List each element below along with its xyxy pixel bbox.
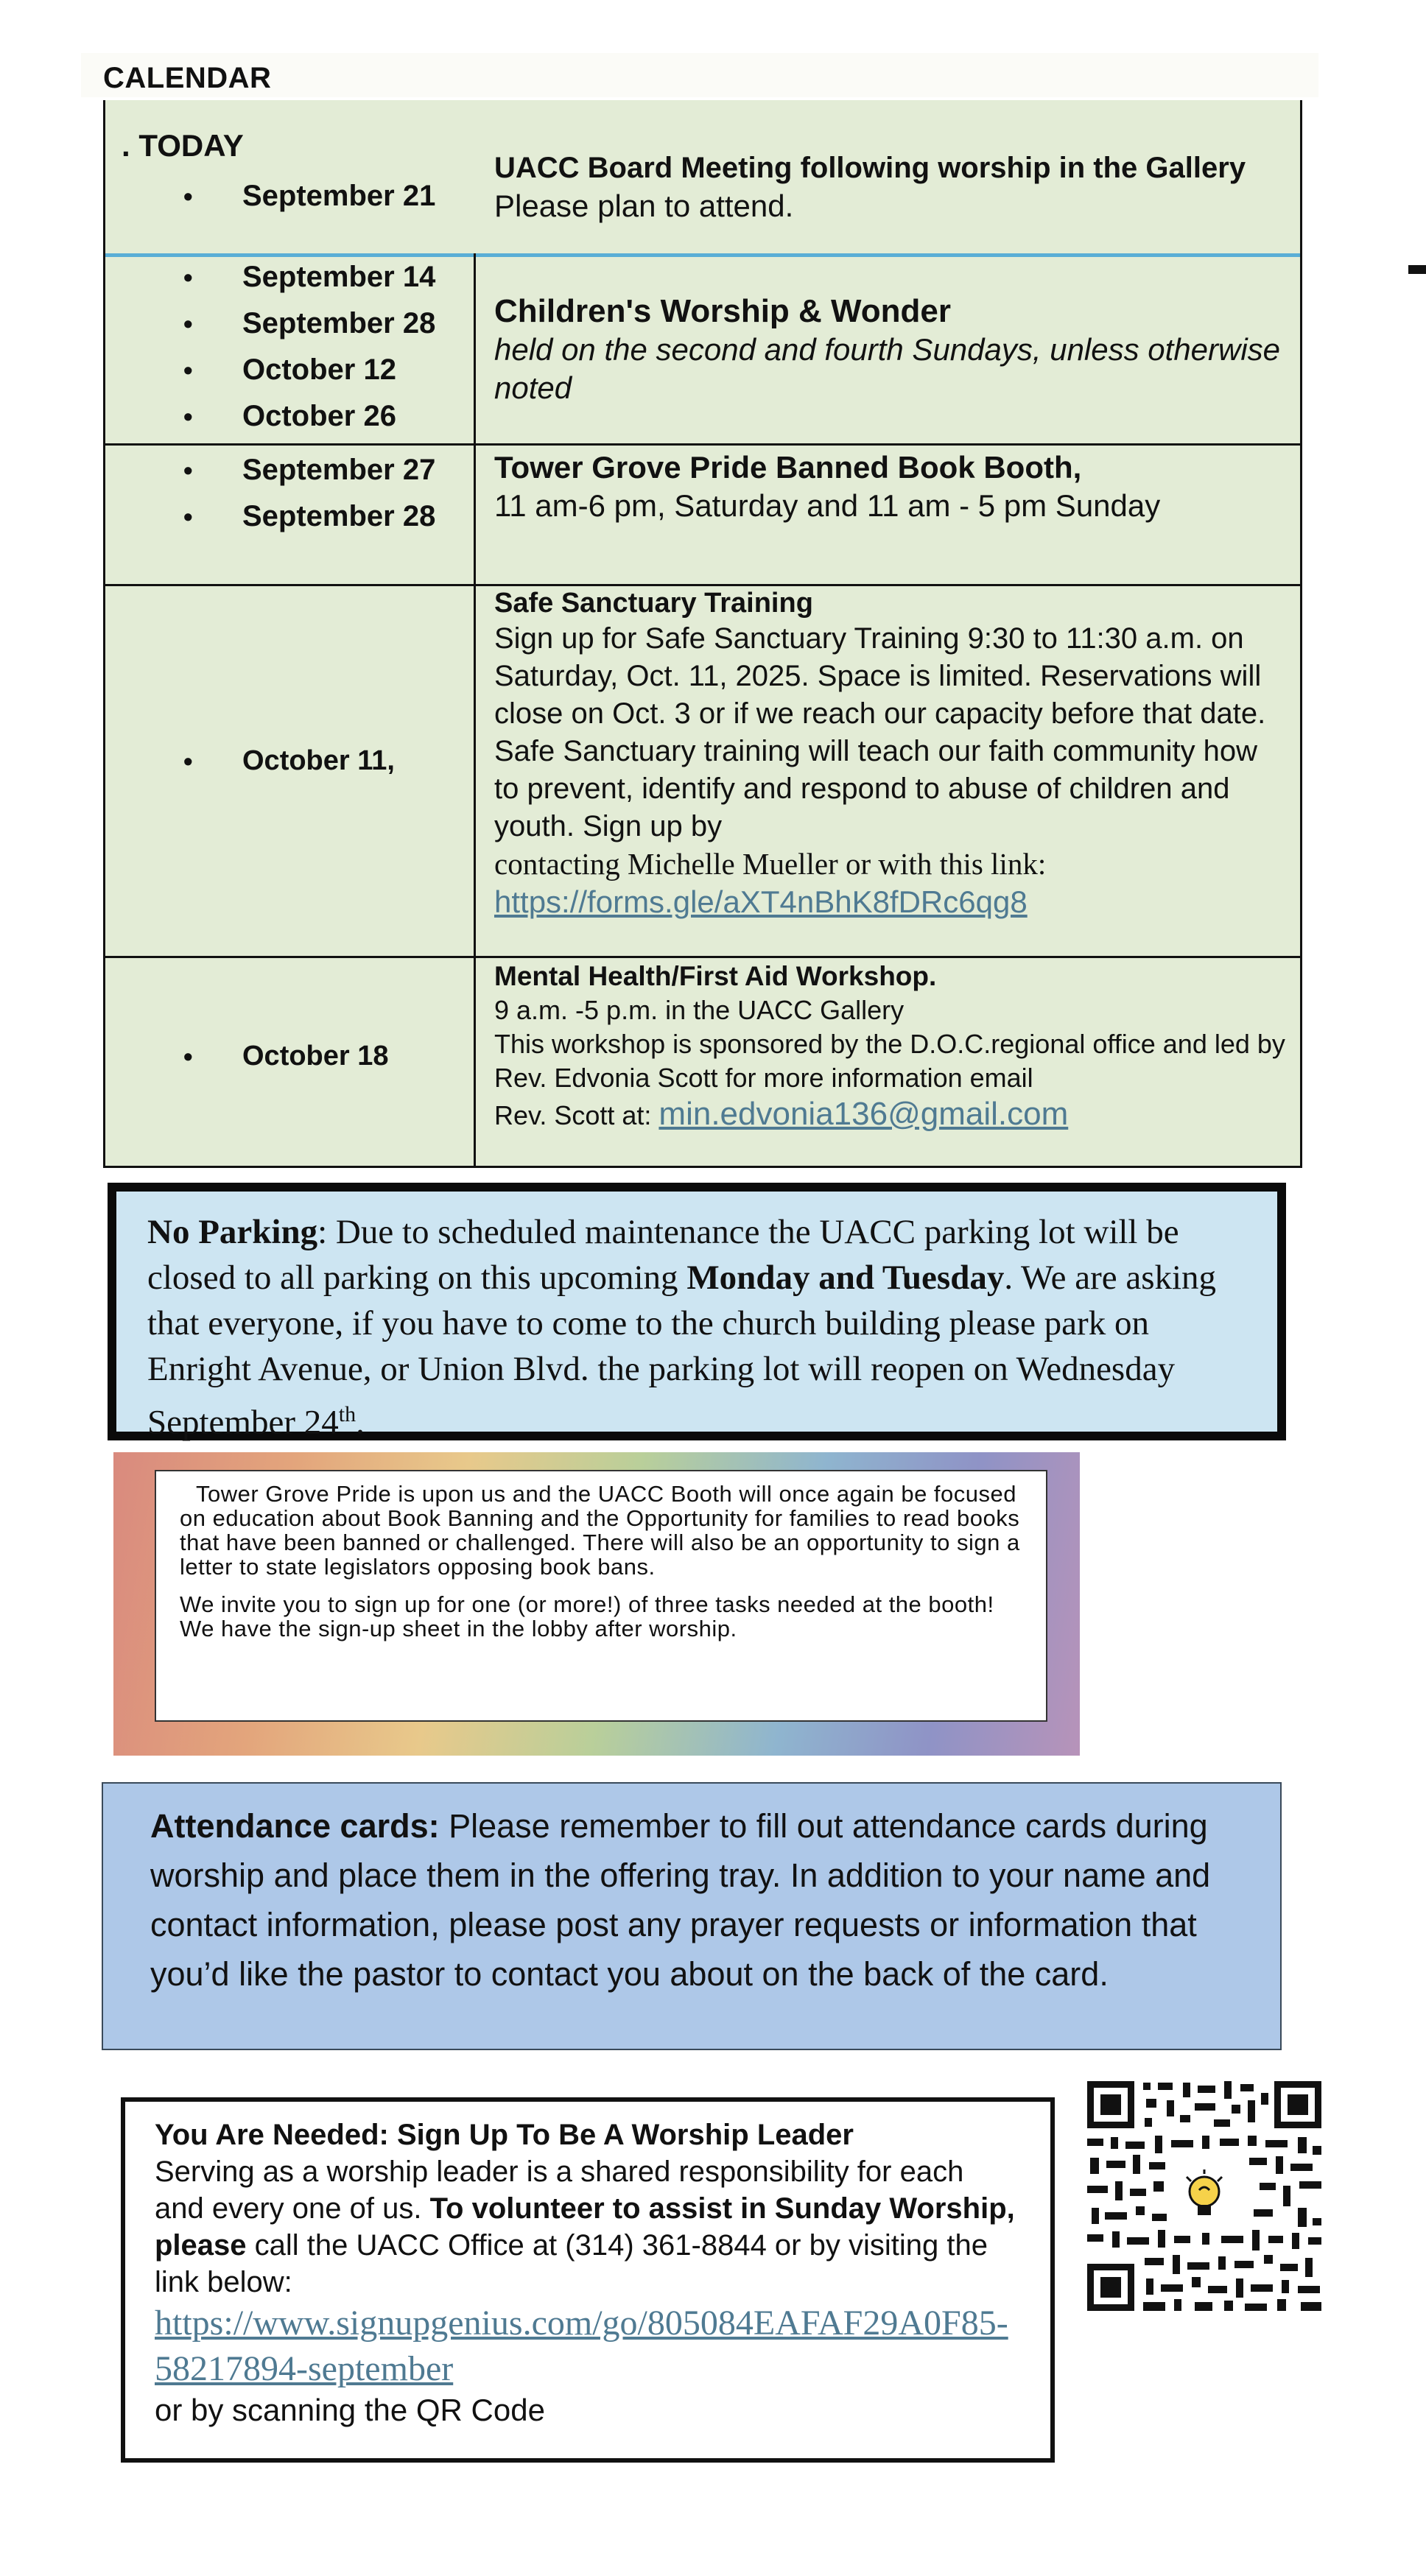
date-item: • September 28 bbox=[105, 493, 474, 540]
flyer-paragraph: Tower Grove Pride is upon us and the UACC Booth will once again be focused on education about Book Banning and the Opportunity for families to read books that have been banned or challenged. There will also be an opportunity to sign a letter to state legislators opposing book bans. bbox=[180, 1481, 1020, 1580]
signup-qr-code[interactable] bbox=[1084, 2078, 1324, 2314]
worship-leader-title: You Are Needed: Sign Up To Be A Worship Leader bbox=[155, 2119, 854, 2151]
event-heading: Mental Health/First Aid Workshop. bbox=[494, 961, 937, 991]
today-label: . TODAY bbox=[122, 128, 244, 163]
calendar-row-mental-health bbox=[105, 958, 1300, 1168]
date-item: • September 28 bbox=[105, 300, 474, 347]
event-text-serif: contacting Michelle Mueller or with this link: bbox=[494, 847, 1047, 881]
no-parking-text-1: : Due to scheduled maintenance the UACC parking lot will be closed to all parking on this upcoming bbox=[147, 1213, 1179, 1297]
signup-genius-link[interactable]: https://www.signupgenius.com/go/805084EAFAF29A0F85-58217894-september bbox=[155, 2304, 1008, 2388]
calendar-row-board-meeting bbox=[105, 100, 1300, 255]
date-item: • October 18 bbox=[105, 1033, 474, 1080]
date-item: • September 27 bbox=[105, 447, 474, 493]
no-parking-text-3: . bbox=[356, 1403, 365, 1442]
lightbulb-icon bbox=[1175, 2167, 1234, 2225]
contact-prefix: Rev. Scott at: bbox=[494, 1100, 659, 1130]
event-text: 11 am-6 pm, Saturday and 11 am - 5 pm Sunday bbox=[494, 488, 1161, 523]
no-parking-sup: th bbox=[338, 1402, 356, 1426]
calendar-row-safe-sanctuary bbox=[105, 586, 1300, 956]
date-item: • October 26 bbox=[105, 393, 474, 440]
worship-leader-footer: or by scanning the QR Code bbox=[155, 2393, 545, 2427]
date-item: • September 14 bbox=[105, 254, 474, 300]
date-item: • September 21 bbox=[105, 173, 474, 219]
calendar-row-childrens-worship bbox=[105, 257, 1300, 443]
worship-leader-text bbox=[155, 2153, 1021, 2301]
event-text: This workshop is sponsored by the D.O.C.regional office and led by Rev. Edvonia Scott for more information email bbox=[494, 1029, 1285, 1093]
worship-leader-text-2: call the UACC Office at (314) 361-8844 or by visiting the link below: bbox=[155, 2229, 988, 2298]
no-parking-notice bbox=[108, 1183, 1286, 1440]
no-parking-days: Monday and Tuesday bbox=[686, 1259, 1005, 1297]
event-heading: Safe Sanctuary Training bbox=[494, 588, 813, 619]
edge-marker bbox=[1408, 265, 1426, 274]
event-text: Sign up for Safe Sanctuary Training 9:30 to 11:30 a.m. on Saturday, Oct. 11, 2025. Space is limited. Reservations will close on Oct. 3 or if we reach our capacity before that date. Safe Sanctuary training will teach our faith community how to prevent, identify and respond to abuse of children and youth. Sign up by bbox=[494, 622, 1266, 842]
date-item: • October 11, bbox=[105, 738, 474, 784]
calendar-row-banned-book-booth bbox=[105, 446, 1300, 584]
date-item: • October 12 bbox=[105, 347, 474, 393]
pride-booth-flyer bbox=[113, 1452, 1080, 1756]
calendar-table bbox=[103, 100, 1302, 1168]
no-parking-text-2: . We are asking that everyone, if you have to come to the church building please park on Enright Avenue, or Union Blvd. the parking lot will reopen on Wednesday September 24 bbox=[147, 1259, 1217, 1442]
worship-leader-box bbox=[121, 2097, 1055, 2463]
event-heading: UACC Board Meeting following worship in the Gallery bbox=[494, 152, 1246, 184]
event-text: Please plan to attend. bbox=[494, 189, 794, 223]
qr-code-graphic bbox=[1084, 2078, 1324, 2314]
event-contact bbox=[494, 1095, 1285, 1135]
event-note: held on the second and fourth Sundays, unless otherwise noted bbox=[494, 332, 1281, 405]
calendar-title: CALENDAR bbox=[103, 62, 272, 94]
worship-leader-text-1: Serving as a worship leader is a shared responsibility for each and every one of us. bbox=[155, 2156, 964, 2225]
event-heading: Children's Worship & Wonder bbox=[494, 293, 951, 329]
event-heading: Tower Grove Pride Banned Book Booth, bbox=[494, 450, 1082, 485]
event-time: 9 a.m. -5 p.m. in the UACC Gallery bbox=[494, 995, 905, 1025]
attendance-label: Attendance cards: bbox=[150, 1807, 440, 1845]
flyer-text-card bbox=[155, 1470, 1047, 1722]
no-parking-label: No Parking bbox=[147, 1213, 318, 1251]
flyer-paragraph: We invite you to sign up for one (or more!) of three tasks needed at the booth! We have the sign-up sheet in the lobby after worship. bbox=[180, 1591, 994, 1641]
attendance-text: Please remember to fill out attendance cards during worship and place them in the offering tray. In addition to your name and contact information, please post any prayer requests or information that you’d like the pastor to contact you about on the back of the card. bbox=[150, 1807, 1211, 1993]
signup-form-link[interactable]: https://forms.gle/aXT4nBhK8fDRc6qg8 bbox=[494, 884, 1028, 919]
attendance-cards-notice bbox=[102, 1782, 1282, 2050]
email-link[interactable]: min.edvonia136@gmail.com bbox=[658, 1096, 1069, 1132]
worship-leader-bold: To volunteer to assist in Sunday Worship, please bbox=[155, 2192, 1015, 2262]
